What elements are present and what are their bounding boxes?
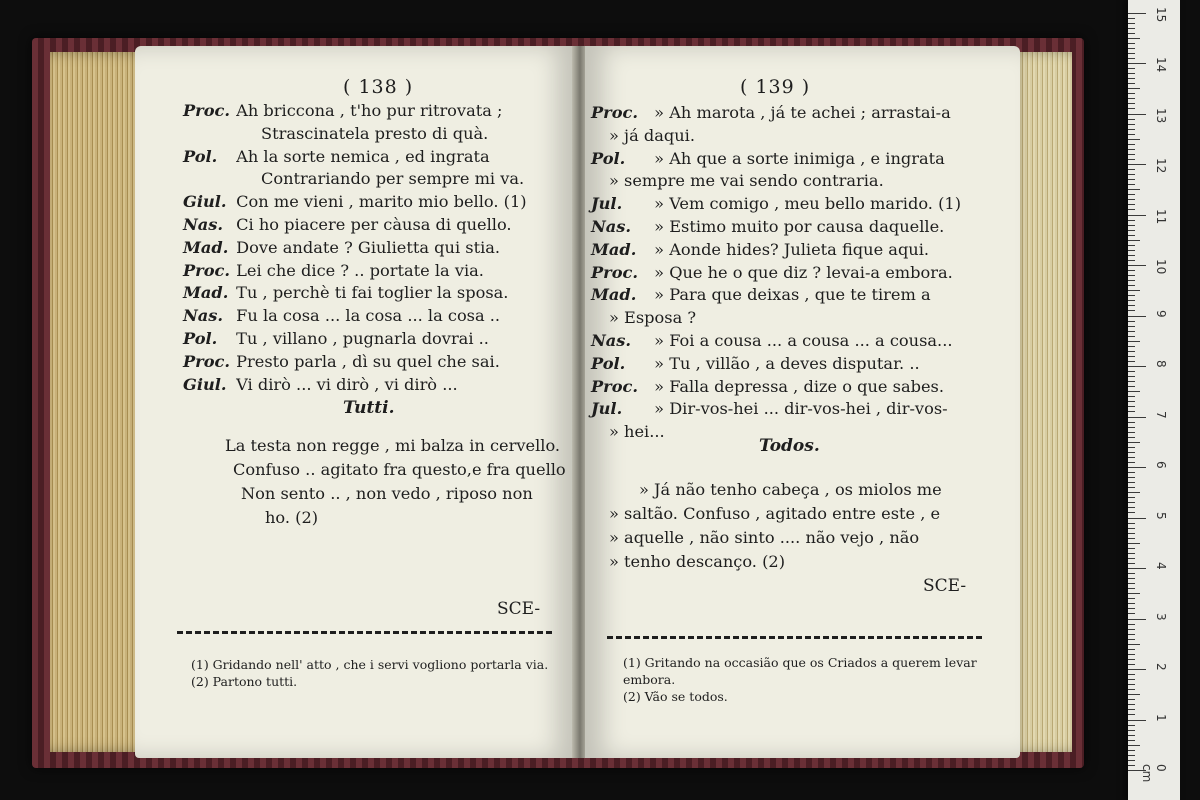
ruler-tick (1128, 583, 1135, 584)
ruler-tick (1128, 341, 1140, 342)
ruler-tick (1128, 422, 1135, 423)
line-text: » Vem comigo , meu bello marido. (1) (654, 194, 962, 214)
ruler-tick (1128, 750, 1135, 751)
ruler-tick (1128, 134, 1135, 135)
speaker: Pol. (591, 148, 626, 168)
ruler-tick (1128, 674, 1135, 675)
speaker: Proc. (591, 262, 638, 282)
ruler-tick (1128, 124, 1135, 125)
ruler-tick (1128, 366, 1146, 367)
ruler-tick (1128, 598, 1135, 599)
ruler-tick (1128, 235, 1135, 236)
page-number: ( 138 ) (343, 76, 414, 98)
dialogue-line (183, 168, 573, 191)
speaker: Mad. (183, 237, 229, 257)
ruler-tick (1128, 336, 1135, 337)
ruler-tick (1128, 255, 1135, 256)
ruler-tick (1128, 184, 1135, 185)
dialogue-line (183, 305, 573, 328)
ruler-tick (1128, 38, 1140, 39)
ruler-tick (1128, 507, 1135, 508)
ruler-tick (1128, 159, 1135, 160)
ruler-tick (1128, 169, 1135, 170)
ruler-tick (1128, 533, 1135, 534)
speaker: Proc. (183, 351, 230, 371)
ruler-tick (1128, 28, 1135, 29)
ruler-tick (1128, 497, 1135, 498)
ruler-tick (1128, 371, 1135, 372)
line-text: » Que he o que diz ? levai-a embora. (654, 262, 953, 282)
speaker: Nas. (183, 214, 224, 234)
speaker: Nas. (183, 306, 224, 326)
footnotes (177, 656, 557, 690)
ruler-tick (1128, 194, 1135, 195)
dialogue-line (183, 260, 573, 283)
dialogue-line (183, 191, 573, 214)
ruler-tick (1128, 179, 1135, 180)
ruler-number: 8 (1154, 360, 1168, 368)
ruler-tick (1128, 346, 1135, 347)
ruler-tick (1128, 457, 1135, 458)
ruler-tick (1128, 765, 1135, 766)
ruler-tick (1128, 58, 1135, 59)
ruler-tick (1128, 477, 1135, 478)
ruler-number: 5 (1154, 511, 1168, 520)
ruler-tick (1128, 634, 1135, 635)
ruler-tick (1128, 18, 1135, 19)
chorus-line: » tenho descanço. (2) (609, 552, 786, 571)
dialogue-line (183, 146, 573, 169)
ruler-tick (1128, 649, 1135, 650)
chorus-line: ho. (2) (265, 508, 319, 527)
ruler-number: 13 (1154, 107, 1168, 123)
ruler-tick (1128, 755, 1135, 756)
ruler-tick (1128, 114, 1146, 115)
dialogue-line (591, 239, 1011, 262)
chorus-line: Non sento .. , non vedo , riposo non (241, 484, 533, 503)
ruler-tick (1128, 417, 1146, 418)
ruler-tick (1128, 209, 1135, 210)
dialogue-line (591, 216, 1011, 239)
ruler-tick (1128, 603, 1135, 604)
ruler-tick (1128, 427, 1135, 428)
ruler-tick (1128, 351, 1135, 352)
ruler-tick (1128, 154, 1135, 155)
speaker: Nas. (591, 216, 632, 236)
line-text: Con me vieni , marito mio bello. (1) (236, 192, 527, 212)
dialogue-line (183, 237, 573, 260)
ruler-number: 10 (1154, 259, 1168, 275)
ruler-number: 1 (1154, 713, 1168, 722)
speaker: Jul. (591, 399, 623, 419)
ruler-tick (1128, 593, 1140, 594)
catchword: SCE- (497, 599, 541, 619)
ruler-tick (1128, 689, 1135, 690)
ruler-number: 9 (1154, 309, 1168, 318)
ruler-tick (1128, 204, 1135, 205)
ruler-tick (1128, 199, 1135, 200)
dialogue-line (183, 123, 573, 146)
ruler-tick (1128, 361, 1135, 362)
ruler-number: 3 (1154, 612, 1168, 621)
dialogue-line (183, 328, 573, 351)
line-text: » Aonde hides? Julieta fique aqui. (654, 239, 930, 259)
ruler-tick (1128, 725, 1135, 726)
line-text: » sempre me vai sendo contraria. (609, 171, 884, 191)
catchword: SCE- (923, 576, 967, 596)
ruler-tick (1128, 240, 1140, 241)
ruler-tick (1128, 245, 1135, 246)
ruler-tick (1128, 694, 1140, 695)
speaker: Proc. (591, 376, 638, 396)
ruler-tick (1128, 300, 1135, 301)
chorus-line: » Já não tenho cabeça , os miolos me (639, 480, 942, 499)
chorus-line: La testa non regge , mi balza in cervello. (225, 436, 561, 455)
line-text: Ah la sorte nemica , ed ingrata (236, 146, 490, 166)
dialogue-line (591, 170, 1011, 193)
line-text: » hei... (609, 422, 665, 442)
ruler-number: 7 (1154, 410, 1168, 419)
chorus-line: » saltão. Confuso , agitado entre este , e (609, 504, 941, 523)
ruler-tick (1128, 538, 1135, 539)
ruler-tick (1128, 93, 1135, 94)
footnote-rule (177, 631, 552, 634)
ruler-tick (1128, 730, 1135, 731)
ruler-tick (1128, 745, 1140, 746)
footnote: (2) Partono tutti. (191, 674, 298, 689)
speaker: Mad. (591, 239, 637, 259)
ruler-tick (1128, 48, 1135, 49)
ruler-tick (1128, 13, 1146, 14)
ruler-tick (1128, 260, 1135, 261)
line-text: Contrariando per sempre mi va. (261, 169, 525, 189)
ruler-tick (1128, 391, 1140, 392)
line-text: Tu , villano , pugnarla dovrai .. (236, 328, 489, 348)
dialogue-line (183, 374, 573, 397)
line-text: » Tu , villão , a deves disputar. .. (654, 353, 920, 373)
chorus-block (225, 434, 570, 530)
ruler-tick (1128, 43, 1135, 44)
dialogue-line (183, 351, 573, 374)
speaker: Mad. (591, 285, 637, 305)
ruler-tick (1128, 543, 1140, 544)
line-text: Tu , perchè ti fai toglier la sposa. (236, 283, 509, 303)
ruler-tick (1128, 487, 1135, 488)
ruler-tick (1128, 709, 1135, 710)
dialogue-line (591, 284, 1011, 307)
ruler-tick (1128, 321, 1135, 322)
line-text: » Dir-vos-hei ... dir-vos-hei , dir-vos- (654, 399, 948, 419)
ruler-tick (1128, 129, 1135, 130)
ruler-tick (1128, 639, 1135, 640)
footnote-rule (607, 636, 982, 639)
ruler-tick (1128, 230, 1135, 231)
ruler-tick (1128, 78, 1135, 79)
dialogue-line (183, 214, 573, 237)
ruler-tick (1128, 250, 1135, 251)
ruler-tick (1128, 331, 1135, 332)
ruler-tick (1128, 558, 1135, 559)
ruler-tick (1128, 462, 1135, 463)
dialogue-line (591, 398, 1011, 421)
ruler-tick (1128, 316, 1146, 317)
ruler-tick (1128, 270, 1135, 271)
footnote: (1) Gridando nell' atto , che i servi vogliono portarla via. (191, 657, 549, 672)
dialogue-line (591, 148, 1011, 171)
dialogue-line (591, 262, 1011, 285)
ruler-tick (1128, 482, 1135, 483)
ruler-tick (1128, 215, 1146, 216)
speaker: Pol. (183, 146, 218, 166)
dialogue-line (591, 353, 1011, 376)
ruler-tick (1128, 356, 1135, 357)
ruler-tick (1128, 684, 1135, 685)
ruler-tick (1128, 265, 1146, 266)
footnote: (2) Vão se todos. (623, 689, 728, 704)
ruler-tick (1128, 53, 1135, 54)
ruler-tick (1128, 396, 1135, 397)
ruler-tick (1128, 624, 1135, 625)
ruler-number: 4 (1154, 562, 1168, 570)
ruler-tick (1128, 108, 1135, 109)
speaker: Mad. (183, 283, 229, 303)
ruler-tick (1128, 290, 1140, 291)
ruler-number: 11 (1154, 208, 1168, 224)
line-text: » Para que deixas , que te tirem a (654, 285, 931, 305)
ruler-tick (1128, 760, 1135, 761)
line-text: » Ah que a sorte inimiga , e ingrata (654, 148, 945, 168)
line-text: Ci ho piacere per càusa di quello. (236, 214, 512, 234)
dialogue-line (591, 376, 1011, 399)
ruler-tick (1128, 613, 1135, 614)
dialogue-line (591, 102, 1011, 125)
speaker: Proc. (183, 101, 230, 120)
ruler-tick (1128, 305, 1135, 306)
ruler-tick (1128, 704, 1135, 705)
ruler-tick (1128, 98, 1135, 99)
ruler-tick (1128, 401, 1135, 402)
ruler-tick (1128, 326, 1135, 327)
ruler-tick (1128, 23, 1135, 24)
ruler-tick (1128, 174, 1135, 175)
ruler-tick (1128, 502, 1135, 503)
ruler-tick (1128, 573, 1135, 574)
line-text: Ah briccona , t'ho pur ritrovata ; (236, 101, 503, 120)
dialogue-line (183, 100, 573, 123)
ruler-tick (1128, 548, 1135, 549)
line-text: Lei che dice ? .. portate la via. (236, 260, 484, 280)
measurement-ruler (1128, 0, 1180, 800)
line-text: » já daqui. (609, 125, 695, 145)
ruler-tick (1128, 88, 1140, 89)
line-text: » Esposa ? (609, 308, 697, 328)
dialogue-block (591, 102, 1011, 444)
ruler-tick (1128, 386, 1135, 387)
ruler-number: 14 (1154, 57, 1168, 73)
page-number: ( 139 ) (740, 76, 811, 98)
ruler-number: 15 (1154, 6, 1168, 22)
ruler-tick (1128, 432, 1135, 433)
ruler-tick (1128, 608, 1135, 609)
line-text: » Falla depressa , dize o que sabes. (654, 376, 945, 396)
ruler-tick (1128, 139, 1140, 140)
ruler-tick (1128, 103, 1135, 104)
speaker: Giul. (183, 374, 227, 394)
speaker: Proc. (591, 103, 638, 122)
chorus-line: Confuso .. agitato fra questo,e fra quello (233, 460, 566, 479)
ruler-tick (1128, 68, 1135, 69)
left-page (135, 46, 575, 758)
ruler-tick (1128, 518, 1146, 519)
chorus-line: » aquelle , não sinto .... não vejo , não (609, 528, 920, 547)
line-text: » Ah marota , já te achei ; arrastai-a (654, 103, 951, 122)
ruler-tick (1128, 295, 1135, 296)
speaker: Pol. (591, 353, 626, 373)
ruler-tick (1128, 714, 1135, 715)
right-page (585, 46, 1020, 758)
ruler-tick (1128, 310, 1135, 311)
ruler-tick (1128, 568, 1146, 569)
ruler-tick (1128, 189, 1140, 190)
ruler-tick (1128, 629, 1135, 630)
ruler-tick (1128, 275, 1135, 276)
ruler-tick (1128, 553, 1135, 554)
footnotes (609, 654, 999, 705)
chorus-heading: Todos. (759, 436, 820, 456)
ruler-tick (1128, 376, 1135, 377)
ruler-tick (1128, 679, 1135, 680)
ruler-tick (1128, 452, 1135, 453)
ruler-tick (1128, 164, 1146, 165)
speaker: Giul. (183, 192, 227, 212)
speaker: Proc. (183, 260, 230, 280)
ruler-tick (1128, 83, 1135, 84)
dialogue-line (183, 282, 573, 305)
ruler-tick (1128, 411, 1135, 412)
ruler-tick (1128, 512, 1135, 513)
ruler-tick (1128, 220, 1135, 221)
ruler-tick (1128, 659, 1135, 660)
ruler-tick (1128, 73, 1135, 74)
chorus-block (609, 478, 1004, 574)
ruler-tick (1128, 225, 1135, 226)
ruler-tick (1128, 406, 1135, 407)
ruler-tick (1128, 664, 1135, 665)
dialogue-line (591, 125, 1011, 148)
ruler-tick (1128, 280, 1135, 281)
ruler-tick (1128, 285, 1135, 286)
ruler-tick (1128, 523, 1135, 524)
ruler-tick (1128, 437, 1135, 438)
ruler-number: 2 (1154, 663, 1168, 671)
speaker: Pol. (183, 328, 218, 348)
ruler-tick (1128, 63, 1146, 64)
dialogue-line (591, 307, 1011, 330)
dialogue-line (591, 193, 1011, 216)
line-text: Presto parla , dì su quel che sai. (236, 351, 500, 371)
ruler-tick (1128, 699, 1135, 700)
ruler-tick (1128, 119, 1135, 120)
line-text: Dove andate ? Giulietta qui stia. (236, 237, 501, 257)
dialogue-line (591, 330, 1011, 353)
ruler-tick (1128, 467, 1146, 468)
ruler-number: 6 (1154, 461, 1168, 469)
ruler-tick (1128, 33, 1135, 34)
ruler-tick (1128, 735, 1135, 736)
line-text: Strascinatela presto di quà. (261, 123, 489, 143)
ruler-tick (1128, 669, 1146, 670)
ruler-number: 0 cm (1140, 764, 1168, 783)
dialogue-block (183, 100, 573, 396)
line-text: Vi dirò ... vi dirò , vi dirò ... (236, 374, 458, 394)
ruler-tick (1128, 654, 1135, 655)
ruler-tick (1128, 588, 1135, 589)
ruler-tick (1128, 447, 1135, 448)
line-text: » Estimo muito por causa daquelle. (654, 216, 945, 236)
ruler-tick (1128, 442, 1140, 443)
speaker: Nas. (591, 330, 632, 350)
ruler-tick (1128, 144, 1135, 145)
ruler-tick (1128, 472, 1135, 473)
ruler-tick (1128, 740, 1135, 741)
line-text: Fu la cosa ... la cosa ... la cosa .. (236, 306, 501, 326)
ruler-tick (1128, 578, 1135, 579)
line-text: » Foi a cousa ... a cousa ... a cousa... (654, 330, 953, 350)
ruler-tick (1128, 381, 1135, 382)
ruler-tick (1128, 619, 1146, 620)
ruler-tick (1128, 563, 1135, 564)
ruler-number: 12 (1154, 158, 1168, 174)
ruler-tick (1128, 492, 1140, 493)
ruler-tick (1128, 528, 1135, 529)
ruler-tick (1128, 149, 1135, 150)
footnote: (1) Gritando na occasião que os Criados a querem levar embora. (623, 655, 977, 687)
chorus-heading: Tutti. (343, 398, 395, 418)
speaker: Jul. (591, 194, 623, 214)
ruler-tick (1128, 644, 1140, 645)
ruler-tick (1128, 720, 1146, 721)
